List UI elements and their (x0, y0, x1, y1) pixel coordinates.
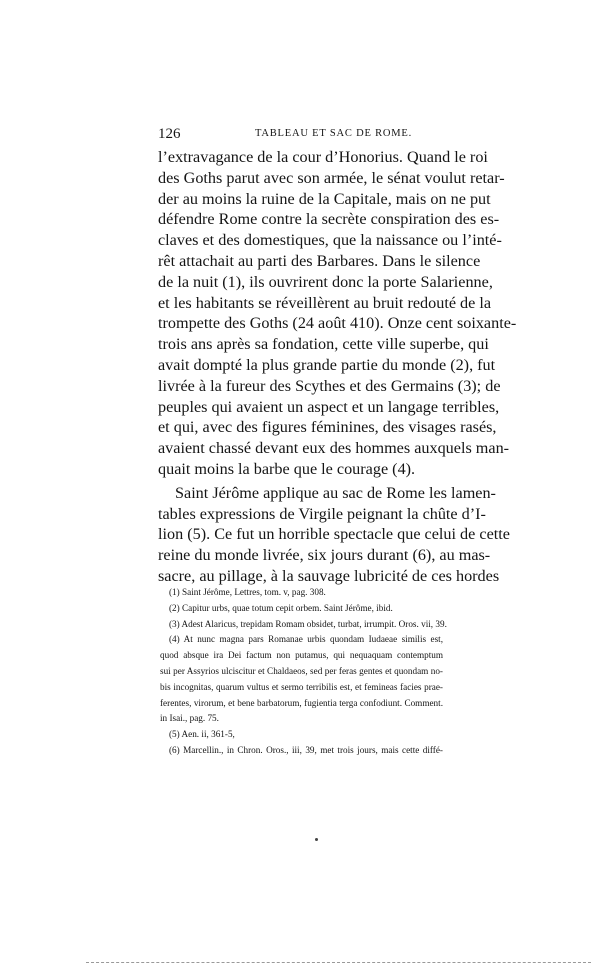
footnote-line: (3) Adest Alaricus, trepidam Romam obsidet, turbat, irrumpit. Oros. vii, 39. (169, 618, 447, 629)
footnote-line: bis incognitas, quarum vultus et sermo terribilis est, et femineas facies prae- (160, 681, 443, 692)
text-line: défendre Rome contre la secrète conspiration des es- (158, 210, 500, 229)
footnote-3 (160, 617, 447, 633)
ink-dot (315, 838, 318, 841)
text-line: der au moins la ruine de la Capitale, mais on ne put (158, 189, 491, 208)
footnote-line: (4) At nunc magna pars Romanae urbis quondam Iudaeae similis est, (169, 634, 443, 645)
text-line: tables expressions de Virgile peignant la chûte d’I- (158, 504, 486, 523)
text-line: reine du monde livrée, six jours durant (6), au mas- (158, 546, 491, 565)
footnote-1 (160, 585, 443, 601)
footnote-line: ferentes, virorum, et bene barbatorum, fugientia terga confodiunt. Comment. (160, 697, 443, 708)
paragraph-2 (158, 483, 510, 587)
footnote-line: (6) Marcellin., in Chron. Oros., iii, 39, met trois jours, mais cette diffé- (169, 744, 443, 755)
text-line: peuples qui avaient un aspect et un langage terribles, (158, 397, 500, 416)
text-line: claves et des domestiques, que la naissance ou l’inté- (158, 231, 502, 250)
footnote-line: in Isai., pag. 75. (160, 713, 219, 724)
text-line: et les habitants se réveillèrent au bruit redouté de la (158, 293, 492, 312)
footnote-line: (2) Capitur urbs, quae totum cepit orbem. Saint Jérôme, ibid. (169, 602, 393, 613)
footnote-line: (1) Saint Jérôme, Lettres, tom. v, pag. 308. (169, 587, 326, 597)
text-line: livrée à la fureur des Scythes et des Germains (3); de (158, 376, 501, 395)
footnote-5 (160, 727, 443, 743)
main-text (158, 147, 517, 587)
footnote-4 (160, 632, 443, 727)
page-number: 126 (158, 126, 181, 142)
text-line: l’extravagance de la cour d’Honorius. Quand le roi (158, 148, 488, 166)
text-line: rêt attachait au parti des Barbares. Dans le silence (158, 251, 481, 270)
footnote-2 (160, 601, 443, 617)
text-line: lion (5). Ce fut un horrible spectacle que celui de cette (158, 525, 510, 544)
footnote-6 (160, 743, 443, 759)
text-line: trompette des Goths (24 août 410). Onze cent soixante- (158, 314, 517, 333)
paragraph-1 (158, 147, 517, 480)
footnote-line: sui per Assyrios ulciscitur et Chaldaeos, sed per feras gentes et quondam no- (160, 665, 443, 676)
text-line: trois ans après sa fondation, cette ville superbe, qui (158, 335, 489, 354)
text-line: sacre, au pillage, à la sauvage lubricité de ces hordes (158, 566, 500, 585)
text-line: avaient chassé devant eux des hommes auxquels man- (158, 439, 510, 458)
footnote-line: quod absque ira Dei factum non putamus, qui nequaquam contemptum (160, 650, 443, 661)
footnote-line: (5) Aen. ii, 361-5, (169, 729, 235, 740)
page-header (158, 126, 443, 146)
text-line: Saint Jérôme applique au sac de Rome les lamen- (175, 483, 496, 502)
page-edge-rule (86, 962, 591, 964)
text-line: quait moins la barbe que le courage (4). (158, 459, 416, 478)
footnotes (160, 585, 447, 759)
text-line: avait dompté la plus grande partie du monde (2), fut (158, 355, 496, 374)
text-line: de la nuit (1), ils ouvrirent donc la porte Salarienne, (158, 272, 493, 291)
running-title: TABLEAU ET SAC DE ROME. (255, 128, 413, 139)
text-line: et qui, avec des figures féminines, des visages rasés, (158, 418, 497, 437)
text-line: des Goths parut avec son armée, le sénat voulut retar- (158, 168, 505, 187)
